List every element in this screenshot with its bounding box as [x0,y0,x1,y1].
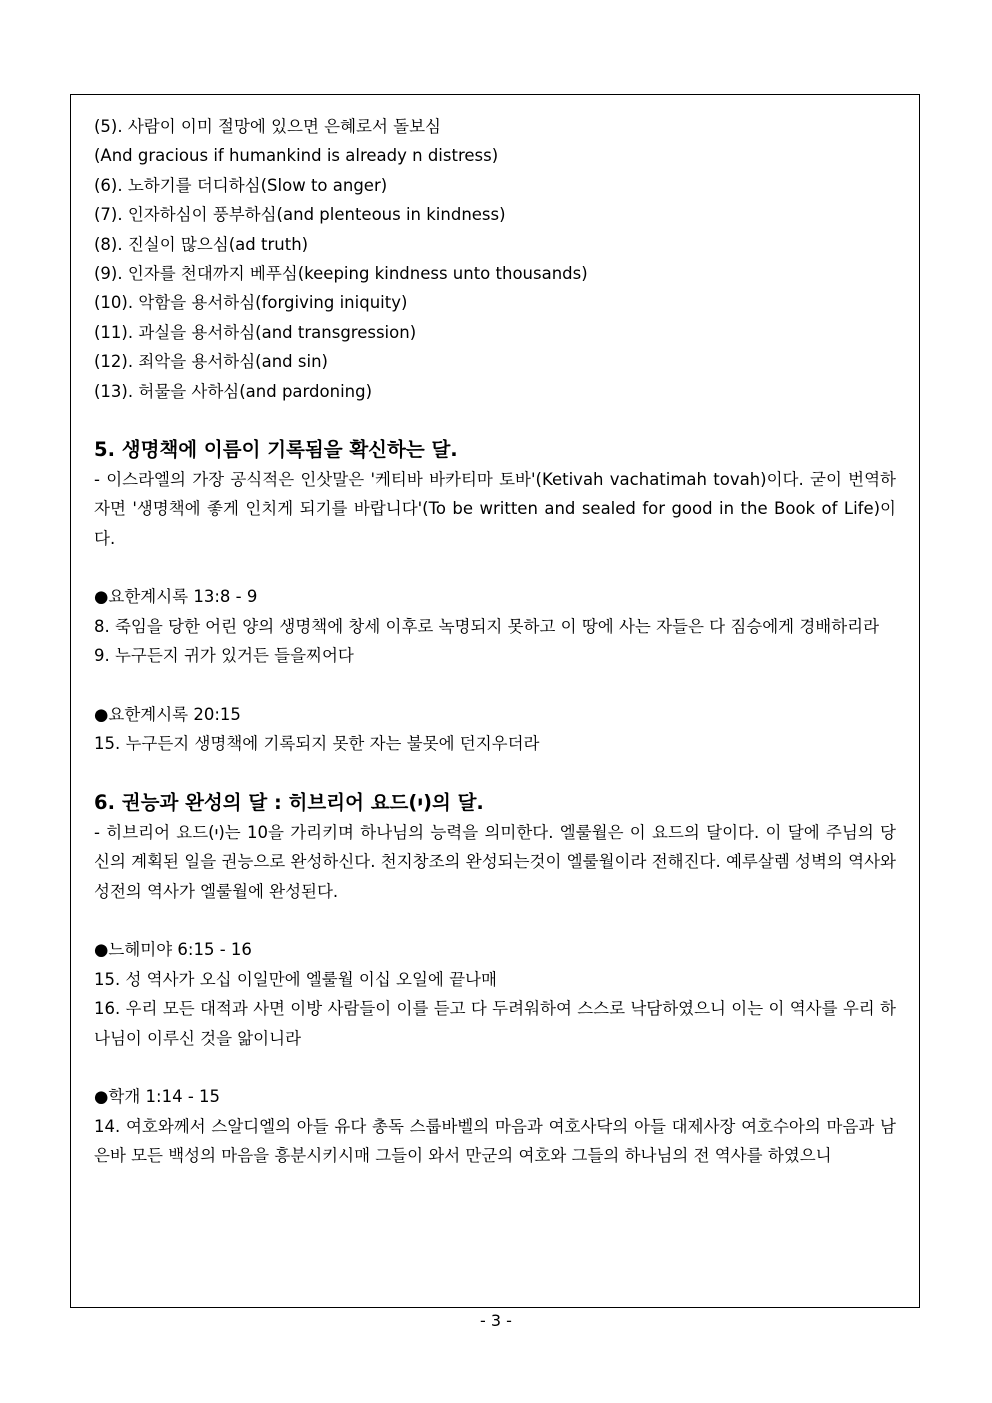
section-5-intro: - 이스라엘의 가장 공식적은 인삿말은 '케티바 바카티마 토바'(Ketivah vachatimah tovah)이다. 굳이 번역하자면 '생명책에 좋게 인치게 되기를 바랍니다'(To be written and sealed for good in the Book of Life)이다. [94,469,896,548]
document-body [94,112,896,1171]
section-5-heading: 5. 생명책에 이름이 기록됨을 확신하는 달. [94,438,458,462]
list-item: (7). 인자하심이 풍부하심(and plenteous in kindness) [94,205,506,225]
scripture-verse: 8. 죽임을 당한 어린 양의 생명책에 창세 이후로 녹명되지 못하고 이 땅에 사는 자들은 다 짐승에게 경배하리라 [94,616,880,636]
list-item: (13). 허물을 사하심(and pardoning) [94,381,373,401]
scripture-verse: 9. 누구든지 귀가 있거든 들을찌어다 [94,646,354,666]
scripture-reference: ●학개 1:14 - 15 [94,1087,221,1107]
scripture-verse: 16. 우리 모든 대적과 사면 이방 사람들이 이를 듣고 다 두려워하여 스스로 낙담하였으니 이는 이 역사를 우리 하나님이 이루신 것을 앎이니라 [94,999,896,1048]
section-6 [94,788,896,1170]
list-item: (5). 사람이 이미 절망에 있으면 은혜로서 돌보심 [94,117,441,136]
scripture-verse: 14. 여호와께서 스알디엘의 아들 유다 총독 스룹바벨의 마음과 여호사닥의 아들 대제사장 여호수아의 마음과 남은바 모든 백성의 마음을 흥분시키시매 그들이 와서 만군의 여호와 그들의 하나님의 전 역사를 하였으니 [94,1116,896,1166]
list-item: (8). 진실이 많으심(ad truth) [94,234,309,254]
page-number: - 3 - [480,1311,512,1330]
section-6-intro: - 히브리어 요드(י)는 10을 가리키며 하나님의 능력을 의미한다. 엘룰월은 이 요드의 달이다. 이 달에 주님의 당신의 계획된 일을 권능으로 완성하신다. 천지창조의 완성되는것이 엘룰월이라 전해진다. 예루살렘 성벽의 역사와 성전의 역사가 엘룰월에 완성된다. [94,822,896,901]
scripture-reference: ●느헤미야 6:15 - 16 [94,940,252,960]
attribute-list [94,112,896,406]
scripture-reference: ●요한계시록 13:8 - 9 [94,587,258,607]
list-item: (10). 악함을 용서하심(forgiving iniquity) [94,293,408,313]
list-item: (9). 인자를 천대까지 베푸심(keeping kindness unto thousands) [94,264,588,284]
scripture-verse: 15. 누구든지 생명책에 기록되지 못한 자는 불못에 던지우더라 [94,734,540,754]
section-5 [94,435,896,758]
section-6-heading: 6. 권능과 완성의 달 : 히브리어 요드(י)의 달. [94,791,484,815]
list-item: (6). 노하기를 더디하심(Slow to anger) [94,175,388,195]
list-item: (And gracious if humankind is already n distress) [94,146,499,166]
list-item: (11). 과실을 용서하심(and transgression) [94,322,417,342]
scripture-verse: 15. 성 역사가 오십 이일만에 엘룰월 이십 오일에 끝나매 [94,969,497,989]
list-item: (12). 죄악을 용서하심(and sin) [94,352,328,372]
scripture-reference: ●요한계시록 20:15 [94,705,241,725]
